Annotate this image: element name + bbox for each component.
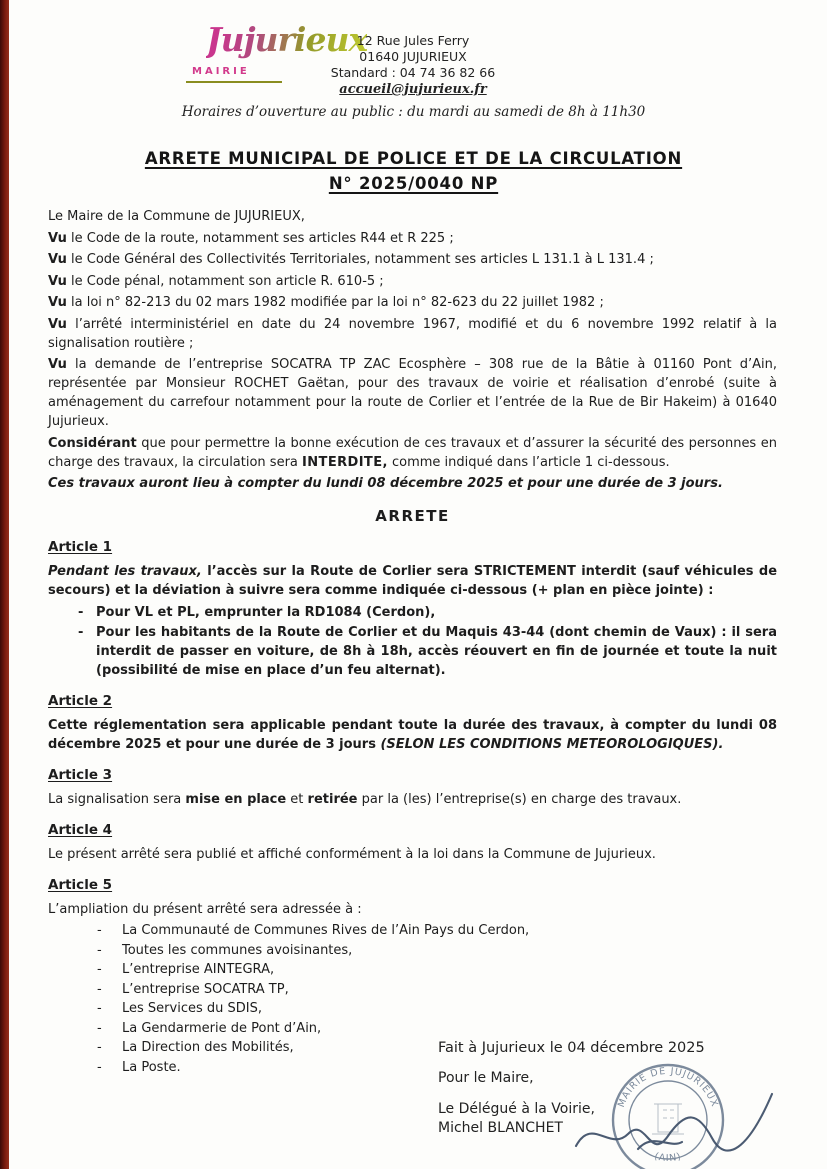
document-title (0, 146, 827, 196)
article-1-intro-post: (sauf véhicules de secours) et la déviation à suivre sera comme indiquée ci-dessous (+ plan en pièce jointe) : (48, 564, 778, 598)
place-date-line: Fait à Jujurieux le 04 décembre 2025 (438, 1040, 705, 1056)
vu-paragraph (48, 250, 777, 269)
address-city: 01640 JUJURIEUX (359, 49, 467, 64)
article-5-intro: L’ampliation du présent arrêté sera adressée à : (48, 901, 362, 917)
email-address: accueil@jujurieux.fr (339, 82, 487, 97)
delegate-role-line: Le Délégué à la Voirie, (438, 1101, 595, 1117)
article-1-bullet: - Pour VL et PL, emprunter la RD1084 (Cerdon), (48, 603, 777, 622)
article-4-heading: Article 4 (48, 821, 113, 838)
article-1-heading: Article 1 (48, 539, 113, 555)
stamp-text-bottom: (AIN) (653, 1150, 683, 1165)
article-5-recipient: - Toutes les communes avoisinantes, (48, 941, 777, 960)
vu-lead: Vu (48, 316, 67, 332)
article-2-heading: Article 2 (48, 692, 113, 709)
title-line-2: N° 2025/0040 NP (328, 174, 499, 193)
article-5-recipient: - La Gendarmerie de Pont d’Ain, (48, 1019, 777, 1038)
article-4-text: Le présent arrêté sera publié et affiché conformément à la loi dans la Commune de Jujurieux. (48, 846, 656, 862)
vu-paragraph (48, 315, 777, 353)
article-3-heading: Article 3 (48, 766, 113, 783)
vu-text: le Code Général des Collectivités Territoriales, notamment ses articles L 131.1 à L 131.4 ; (71, 252, 654, 267)
vu-paragraph (48, 229, 777, 248)
logo-underline (186, 81, 282, 83)
vu-lead: Vu (48, 357, 67, 372)
stamp-text-top: MAIRIE DE JUJURIEUX (615, 1065, 721, 1109)
vu-text: le Code de la route, notamment ses articles R44 et R 225 ; (71, 230, 454, 246)
document-body (48, 207, 777, 1077)
vu-lead: Vu (48, 230, 67, 246)
article-3-pre: La signalisation sera (48, 791, 182, 807)
closing-block (438, 1040, 705, 1136)
article-3-mid: et (290, 791, 304, 807)
article-5-heading: Article 5 (48, 876, 113, 893)
address-phone: Standard : 04 74 36 82 66 (330, 65, 496, 80)
article-1-intro (48, 562, 777, 600)
article-3-bold-1: mise en place (185, 791, 287, 807)
article-5-recipient: - La Direction des Mobilités, (48, 1038, 777, 1057)
arrete-heading: ARRETE (375, 507, 450, 525)
considerant-lead: Considérant (48, 435, 137, 451)
signer-name: Michel BLANCHET (438, 1120, 563, 1136)
interdite-keyword: INTERDITE, (302, 454, 388, 470)
considerant-text-pre: que pour permettre la bonne exécution de ces travaux et d’assurer la sécurité des personnes en charge des travaux, la circulation sera (48, 435, 777, 470)
vu-paragraph (48, 355, 777, 431)
mayor-intro: Le Maire de la Commune de JUJURIEUX, (48, 209, 305, 224)
considerant-text-post: comme indiqué dans l’article 1 ci-dessous. (391, 454, 670, 470)
article-2-text (48, 716, 777, 754)
logo-jujurieux-script: Jujurieux (206, 20, 368, 59)
opening-hours: Horaires d’ouverture au public : du mardi au samedi de 8h à 11h30 (181, 104, 646, 120)
article-2-text-main: Cette réglementation sera applicable pendant toute la durée des travaux, à compter du lundi 08 décembre 2025 et pour une durée de 3 jours (48, 717, 777, 752)
article-1-intro-lead: Pendant les travaux, (48, 564, 202, 579)
article-5-recipient: - L’entreprise AINTEGRA, (48, 960, 777, 979)
article-3-post: par la (les) l’entreprise(s) en charge des travaux. (361, 791, 682, 807)
vu-lead: Vu (48, 252, 67, 267)
vu-text: la demande de l’entreprise SOCATRA TP ZAC Ecosphère – 308 rue de la Bâtie à 01160 Pont d’Ain, représentée par Monsieur ROCHET Gaëtan, pour des travaux de voirie et réalisation d’enrobé (suite à aménagement du carrefour notamment pour la route de Corlier et l’entrée de la Rue de Bir Hakeim) à 01640 Jujurieux. (48, 357, 777, 429)
vu-paragraph (48, 272, 777, 291)
vu-lead: Vu (48, 273, 67, 289)
article-5-recipient: - La Communauté de Communes Rives de l’Ain Pays du Cerdon, (48, 921, 777, 940)
logo-mairie-label: MAIRIE (192, 66, 250, 77)
vu-paragraph (48, 293, 777, 312)
article-3-text (48, 790, 777, 809)
article-1-keyword: STRICTEMENT interdit (473, 564, 637, 579)
vu-lead: Vu (48, 295, 67, 310)
article-5-recipient: - Les Services du SDIS, (48, 999, 777, 1018)
article-2-text-conditions: (SELON LES CONDITIONS METEOROLOGIQUES). (380, 736, 724, 752)
vu-text: la loi n° 82-213 du 02 mars 1982 modifiée par la loi n° 82-623 du 22 juillet 1982 ; (71, 295, 604, 310)
article-1-intro-pre: l’accès sur la Route de Corlier sera (207, 564, 469, 579)
works-dates-note: Ces travaux auront lieu à compter du lundi 08 décembre 2025 et pour une durée de 3 jours. (48, 476, 723, 491)
for-mayor-line: Pour le Maire, (438, 1070, 534, 1086)
article-5-recipient: - L’entreprise SOCATRA TP, (48, 980, 777, 999)
vu-text: l’arrêté interministériel en date du 24 novembre 1967, modifié et du 6 novembre 1992 relatif à la signalisation routière ; (48, 316, 777, 351)
title-line-1: ARRETE MUNICIPAL DE POLICE ET DE LA CIRCULATION (144, 149, 683, 168)
address-block (318, 33, 508, 98)
article-5-recipient: - La Poste. (48, 1058, 777, 1077)
address-street: 12 Rue Jules Ferry (356, 33, 470, 48)
considerant-paragraph (48, 434, 777, 472)
article-3-bold-2: retirée (307, 791, 358, 807)
vu-text: le Code pénal, notamment son article R. 610-5 ; (71, 273, 384, 289)
article-1-bullet: - Pour les habitants de la Route de Corlier et du Maquis 43-44 (dont chemin de Vaux) : il sera interdit de passer en voiture, de 8h à 18h, accès réouvert en fin de journée et toute la nuit (possibilité de mise en place d’un feu alternat). (48, 623, 777, 680)
